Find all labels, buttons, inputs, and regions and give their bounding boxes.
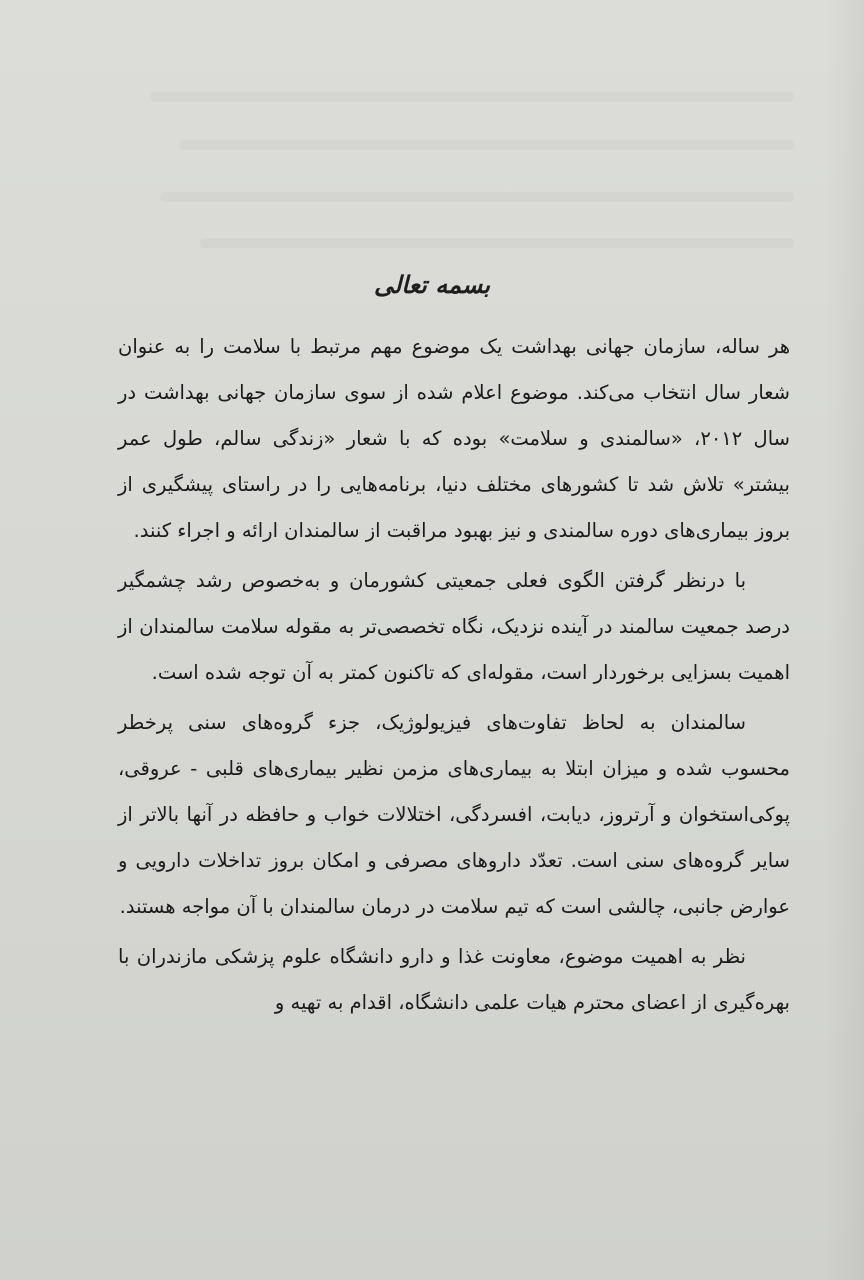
page-heading: بسمه تعالی [373, 270, 491, 299]
paragraph-2: با درنظر گرفتن الگوی فعلی جمعیتی کشورمان و به‌خصوص رشد چشمگیر درصد جمعیت سالمند در آینده نزدیک، نگاه تخصصی‌تر به مقوله سلامت سالمندان از اهمیت بسزایی برخوردار است، مقوله‌ای که تاکنون کمتر به آن توجه شده است. [118, 569, 790, 684]
page-edge-shadow [824, 0, 864, 1280]
paragraph-3: سالمندان به لحاظ تفاوت‌های فیزیولوژیک، جزء گروه‌های سنی پرخطر محسوب شده و میزان ابتلا به بیماری‌های مزمن نظیر بیماری‌های قلبی - عروقی، پوکی‌استخوان و آرتروز، دیابت، افسردگی، اختلالات خواب و حافظه در آنها بالاتر از سایر گروه‌های سنی است. تعدّد داروهای مصرفی و امکان بروز تداخلات دارویی و عوارض جانبی، چالشی است که تیم سلامت در درمان سالمندان با آن مواجه هستند. [118, 711, 790, 918]
show-through-text [180, 140, 794, 150]
paragraph-4: نظر به اهمیت موضوع، معاونت غذا و دارو دانشگاه علوم پزشکی مازندران با بهره‌گیری از اعضای محترم هیات علمی دانشگاه، اقدام به تهیه و [118, 945, 790, 1014]
show-through-text [200, 238, 794, 248]
show-through-text [150, 92, 794, 102]
body-text [118, 324, 790, 1030]
paragraph-1: هر ساله، سازمان جهانی بهداشت یک موضوع مهم مرتبط با سلامت را به عنوان شعار سال انتخاب می‌کند. موضوع اعلام شده از سوی سازمان جهانی بهداشت در سال ۲۰۱۲، «سالمندی و سلامت» بوده که با شعار «زندگی سالم، طول عمر بیشتر» تلاش شد تا کشورهای مختلف دنیا، برنامه‌هایی را در راستای پیشگیری از بروز بیماری‌های دوره سالمندی و نیز بهبود مراقبت از سالمندان ارائه و اجراء کنند. [118, 335, 790, 542]
show-through-text [160, 192, 794, 202]
